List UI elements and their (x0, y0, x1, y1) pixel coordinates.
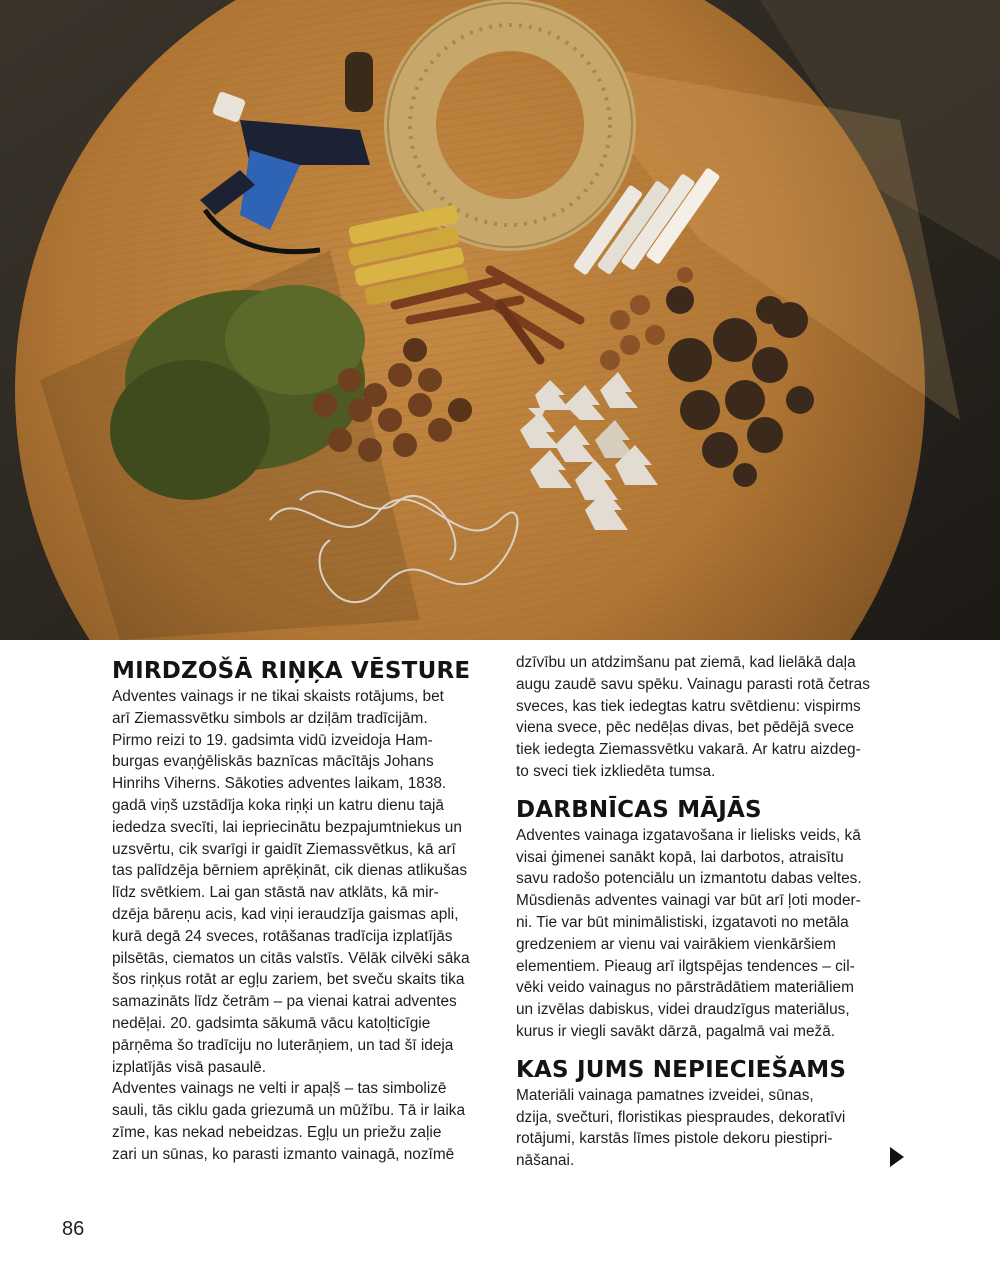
text-line: Adventes vainaga izgatavošana ir lielisks veids, kā (516, 826, 861, 844)
text-line: dzīvību un atdzimšanu pat ziemā, kad lielākā daļa (516, 654, 856, 671)
section-heading-materials: KAS JUMS NEPIECIEŠAMS (516, 1056, 847, 1083)
section-heading-workshop: DARBNĪCAS MĀJĀS (516, 796, 762, 823)
text-line: nedēļai. 20. gadsimta sākumā vācu katoļticīgie (112, 1014, 431, 1032)
text-line: iededza svecīti, lai iepriecinātu bezpajumtniekus un (112, 818, 462, 836)
section-workshop-text (516, 825, 886, 1043)
text-line: gadā viņš uzstādīja koka riņķi un katru dienu tajā (112, 796, 444, 814)
text-line: uzsvērtu, cik svarīgi ir gaidīt Ziemassvētkus, kā arī (112, 840, 456, 858)
text-line: Mūsdienās adventes vainagi var būt arī ļoti moder- (516, 892, 861, 910)
text-line: augu zaudē savu spēku. Vainagu parasti rotā četras (516, 675, 870, 693)
text-line: Adventes vainags ne velti ir apaļš – tas simbolizē (112, 1080, 447, 1098)
text-line: izplatījās visā pasaulē. (112, 1058, 266, 1076)
section-heading-history: MIRDZOŠĀ RIŅĶA VĒSTURE (112, 658, 471, 684)
text-line: sveces, kas tiek iedegtas katru svētdienu: vispirms (516, 697, 861, 715)
text-line: dzija, svečturi, floristikas piespraudes, dekoratīvi (516, 1108, 846, 1126)
text-line: pārņēma šo tradīciju no luterāņiem, un tad šī ideja (112, 1036, 454, 1054)
text-line: kurus ir viegli savākt dārzā, pagalmā vai mežā. (516, 1022, 836, 1040)
text-line: arī Ziemassvētku simbols ar dziļām tradīcijām. (112, 709, 428, 727)
text-line: samazināts līdz četrām – pa vienai katrai adventes (112, 993, 457, 1011)
text-line: nāšanai. (516, 1152, 575, 1170)
text-line: ni. Tie var būt minimālistiski, izgatavoti no metāla (516, 913, 849, 931)
page-number: 86 (62, 1218, 85, 1240)
text-line: kurā degā 24 sveces, rotāšanas tradīcija izplatījās (112, 927, 453, 945)
text-line: burgas evaņģēliskās baznīcas mācītājs Johans (112, 753, 434, 771)
section-history-text-continued (516, 652, 886, 783)
text-line: šos riņķus rotāt ar egļu zariem, bet sveču skaits tika (112, 971, 465, 989)
text-line: zīme, kas nekad nebeidzas. Egļu un priežu zaļie (112, 1123, 442, 1141)
text-line: vēki veido vainagus no pārstrādātiem materiāliem (516, 979, 854, 997)
text-line: un izvēlas dabiskus, videi draudzīgus materiālus, (516, 1001, 850, 1019)
text-line: Materiāli vainaga pamatnes izveidei, sūnas, (516, 1086, 814, 1104)
column-left (112, 652, 482, 1166)
text-line: Hinrihs Viherns. Sākoties adventes laikam, 1838. (112, 775, 447, 793)
text-line: Adventes vainags ir ne tikai skaists rotājums, bet (112, 688, 444, 705)
section-history-text (112, 686, 482, 1166)
text-line: savu radošo potenciālu un izmantotu dabas veltes. (516, 870, 862, 888)
text-line: visai ģimenei sanākt kopā, lai darbotos, atraisītu (516, 848, 844, 866)
text-line: gredzeniem ar vienu vai vairākiem vienkāršiem (516, 935, 836, 953)
text-line: dzēja bāreņu acis, kad viņi ieraudzīja gaismas apli, (112, 905, 459, 923)
text-line: Pirmo reizi to 19. gadsimta vidū izveidoja Ham- (112, 731, 433, 749)
column-right (516, 652, 886, 1172)
text-line: tas palīdzēja bērniem aprēķināt, cik dienas atlikušas (112, 862, 468, 880)
text-line: zari un sūnas, ko parasti izmanto vainagā, nozīmē (112, 1145, 455, 1163)
text-line: to sveci tiek izkliedēta tumsa. (516, 762, 716, 780)
text-line: līdz svētkiem. Lai gan stāstā nav atklāts, kā mir- (112, 884, 439, 902)
text-line: rotājumi, karstās līmes pistole dekoru piestipri- (516, 1130, 833, 1148)
text-line: pilsētās, ciematos un citās valstīs. Vēlāk cilvēki sāka (112, 949, 470, 967)
text-line: sauli, tās ciklu gada griezumā un mūžību. Tā ir laika (112, 1102, 466, 1120)
text-line: viena svece, pēc nedēļas divas, bet pēdējā svece (516, 719, 854, 737)
next-page-arrow-icon[interactable] (890, 1147, 904, 1167)
text-line: elementiem. Pieaug arī ilgtspējas tendences – cil- (516, 957, 855, 975)
section-materials-text (516, 1085, 886, 1172)
text-line: tiek iedegta Ziemassvētku vakarā. Ar katru aizdeg- (516, 741, 861, 759)
